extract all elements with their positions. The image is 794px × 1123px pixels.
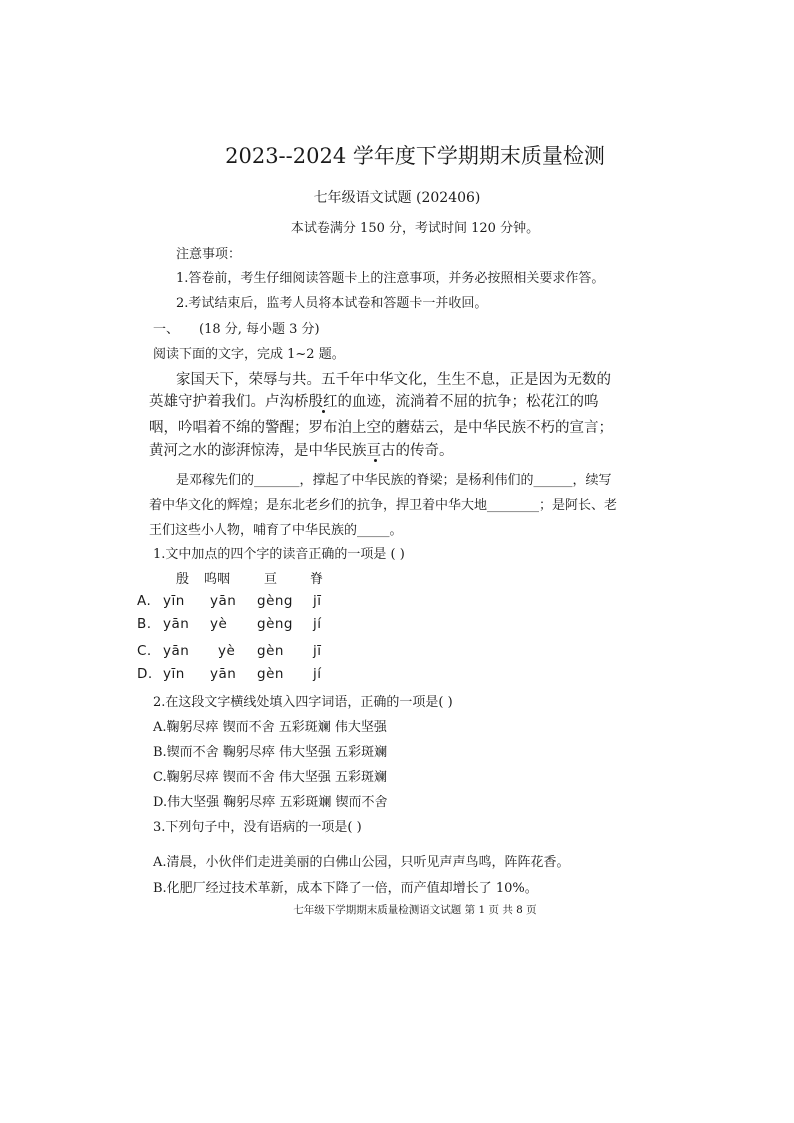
q1-option-c-reading: yān	[163, 643, 190, 659]
q3-option-b: B.化肥厂经过技术革新，成本下降了一倍，而产值却增长了 10%。	[153, 881, 538, 896]
q1-option-d-reading: jí	[313, 666, 322, 682]
emphasis-dot	[322, 410, 325, 413]
q1-char: 亘	[264, 572, 278, 587]
q1-option-c-reading: gèn	[257, 643, 284, 659]
q1-option-a-reading: yīn	[163, 593, 185, 609]
q1-char: 脊	[310, 572, 324, 587]
emphasis-dot	[374, 459, 377, 462]
q1-option-c-reading: yè	[218, 643, 236, 659]
fill-line-3: 王们这些小人物，哺育了中华民族的_____。	[149, 523, 403, 538]
q1-option-b-reading: yān	[163, 616, 190, 632]
section-score: (18 分, 每小题 3 分)	[199, 322, 320, 337]
q1-option-b-letter: B.	[137, 616, 152, 632]
q3-option-a: A.清晨，小伙伴们走进美丽的白佛山公园，只听见声声鸟鸣，阵阵花香。	[153, 855, 570, 870]
q1-option-d-reading: yān	[210, 666, 237, 682]
exam-info: 本试卷满分 150 分，考试时间 120 分钟。	[290, 221, 540, 236]
q2-option-c: C.鞠躬尽瘁 锲而不舍 伟大坚强 五彩斑斓	[153, 770, 388, 785]
q2-stem: 2.在这段文字横线处填入四字词语，正确的一项是( )	[153, 695, 453, 710]
q1-option-c-reading: jī	[313, 643, 322, 659]
q1-option-b-reading: jí	[313, 616, 322, 632]
notes-item-1: 1.答卷前，考生仔细阅读答题卡上的注意事项，并务必按照相关要求作答。	[176, 271, 605, 286]
fill-line-1: 是邓稼先们的_______，撑起了中华民族的脊梁；是杨利伟们的______，续写	[176, 473, 612, 488]
q1-option-d-reading: yīn	[163, 666, 185, 682]
q3-stem: 3.下列句子中，没有语病的一项是( )	[153, 820, 362, 835]
page-footer: 七年级下学期期末质量检测语文试题 第 1 页 共 8 页	[293, 904, 537, 916]
q1-stem: 1.文中加点的四个字的读音正确的一项是 ( )	[153, 547, 405, 562]
passage-line-4: 黄河之水的澎湃惊涛，是中华民族亘古的传奇。	[149, 443, 454, 459]
q1-option-a-letter: A.	[137, 593, 152, 609]
q1-option-a-reading: jī	[313, 593, 322, 609]
q2-option-b: B.锲而不舍 鞠躬尽瘁 伟大坚强 五彩斑斓	[153, 745, 388, 760]
passage-line-2: 英雄守护着我们。卢沟桥殷红的血迹，流淌着不屈的抗争；松花江的呜	[149, 394, 599, 410]
q1-option-a-reading: yān	[210, 593, 237, 609]
exam-subtitle: 七年级语文试题 (202406)	[313, 190, 481, 206]
q1-option-b-reading: yè	[210, 616, 228, 632]
passage-line-3: 咽，吟唱着不绵的警醒；罗布泊上空的蘑菇云，是中华民族不朽的宣言；	[149, 420, 613, 436]
q1-option-d-letter: D.	[137, 666, 153, 682]
fill-line-2: 着中华文化的辉煌；是东北老乡们的抗争，捍卫着中华大地________；是阿长、老	[149, 498, 618, 513]
q1-char: 呜咽	[204, 572, 231, 587]
exam-title: 2023--2024 学年度下学期期末质量检测	[225, 144, 605, 168]
passage-line-1: 家国天下，荣辱与共。五千年中华文化，生生不息，正是因为无数的	[176, 372, 611, 388]
q2-option-a: A.鞠躬尽瘁 锲而不舍 五彩斑斓 伟大坚强	[153, 720, 387, 735]
q1-option-c-letter: C.	[137, 643, 152, 659]
notes-heading: 注意事项：	[176, 247, 242, 262]
q1-option-d-reading: gèn	[257, 666, 284, 682]
section-instruction: 阅读下面的文字，完成 1~2 题。	[153, 347, 345, 362]
q1-option-a-reading: gèng	[257, 593, 294, 609]
notes-item-2: 2.考试结束后，监考人员将本试卷和答题卡一并收回。	[176, 296, 488, 311]
section-number: 一、	[153, 322, 180, 337]
q2-option-d: D.伟大坚强 鞠躬尽瘁 五彩斑斓 锲而不舍	[153, 795, 388, 810]
q1-char: 殷	[176, 572, 190, 587]
q1-option-b-reading: gèng	[257, 616, 294, 632]
